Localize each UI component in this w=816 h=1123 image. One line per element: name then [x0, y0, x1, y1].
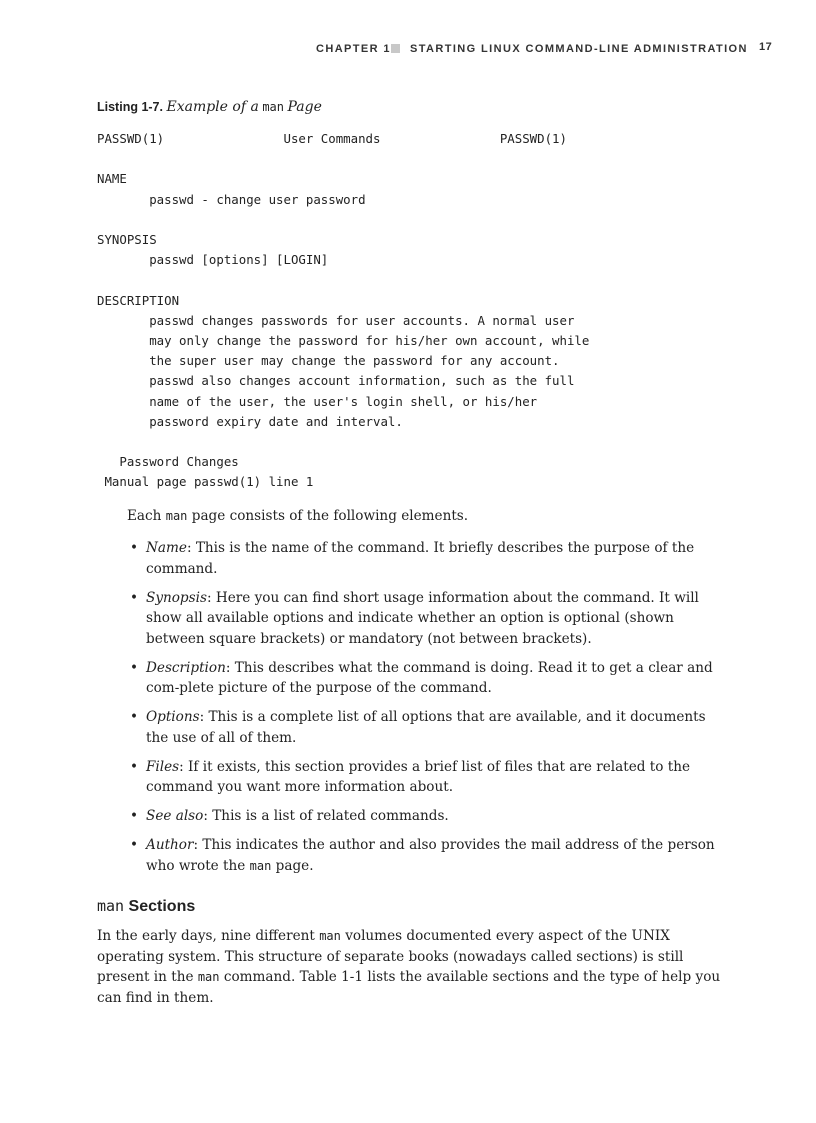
description: : This is the name of the command. It briefly describes the purpose of the command.	[146, 540, 695, 577]
section-heading	[97, 897, 195, 916]
code-line: name of the user, the user's login shell, or his/her	[97, 393, 538, 409]
description: : Here you can find short usage information about the command. It will show all available options and indicate whether an option is optional (shown between square brackets) or mandatory (not between brackets).	[146, 589, 699, 647]
bullet-icon: •	[130, 808, 139, 824]
bullet-icon: •	[130, 758, 139, 775]
code-line: passwd also changes account information, such as the full	[97, 373, 575, 389]
code-line: NAME	[97, 171, 127, 187]
listing-caption-mono: man	[262, 100, 284, 114]
description-mono: man	[249, 858, 272, 873]
code-line: passwd - change user password	[97, 191, 366, 207]
listing-caption	[97, 99, 322, 116]
running-header	[0, 43, 816, 59]
term: Name	[146, 540, 187, 556]
section-heading-text: Sections	[128, 898, 196, 915]
code-line: Password Changes	[97, 454, 239, 470]
bullet-icon: •	[130, 659, 139, 676]
description: : This describes what the command is doing. Read it to get a clear and com-plete picture of the purpose of the command.	[146, 659, 713, 696]
intro-after: page consists of the following elements.	[191, 508, 469, 524]
section-para-mono2: man	[197, 970, 220, 984]
intro-paragraph	[127, 506, 727, 527]
term: Author	[146, 837, 194, 853]
section-para-part3: command. Table 1-1 lists the available sections and the type of help you can find in them.	[97, 969, 721, 1006]
bullet-icon: •	[130, 709, 139, 725]
term: Synopsis	[146, 589, 207, 606]
chapter-title: STARTING LINUX COMMAND-LINE ADMINISTRATION	[410, 43, 748, 55]
code-line: may only change the password for his/her own account, while	[97, 333, 590, 349]
description: : This is a list of related commands.	[203, 808, 449, 824]
description: : This indicates the author and also provides the mail address of the person who wrote the	[146, 837, 715, 874]
description: : If it exists, this section provides a brief list of files that are related to the command you want more information about.	[146, 758, 690, 795]
section-para-part2: volumes documented every aspect of the UNIX operating system. This structure of separate books (nowadays called sections) is still present in the	[97, 928, 684, 985]
intro-mono: man	[165, 509, 188, 523]
bullet-icon: •	[130, 540, 139, 556]
code-line: Manual page passwd(1) line 1	[97, 474, 314, 490]
code-line: passwd changes passwords for user accounts. A normal user	[97, 312, 575, 328]
section-heading-mono: man	[97, 897, 125, 915]
listing-label: Listing 1-7.	[97, 100, 163, 114]
page-number: 17	[759, 41, 773, 53]
term: See also	[146, 808, 204, 824]
list-item	[127, 658, 727, 699]
section-paragraph	[97, 926, 727, 1008]
code-line: the super user may change the password for any account.	[97, 353, 560, 369]
description-tail: page.	[275, 857, 314, 874]
code-line: PASSWD(1) User Commands PASSWD(1)	[97, 131, 567, 146]
list-item	[127, 835, 727, 876]
section-para-mono1: man	[319, 929, 341, 943]
section-para-part1: In the early days, nine different	[97, 928, 315, 944]
list-item	[127, 588, 727, 650]
list-item	[127, 757, 727, 798]
bullet-icon: •	[130, 589, 139, 606]
list-item	[127, 806, 727, 827]
header-square-icon	[391, 44, 400, 53]
code-line: password expiry date and interval.	[97, 413, 403, 429]
element-list	[127, 538, 727, 885]
term: Description	[146, 659, 226, 676]
bullet-icon: •	[130, 837, 139, 853]
list-item	[127, 538, 727, 579]
code-listing	[97, 129, 589, 493]
term: Files	[146, 758, 180, 775]
code-line: passwd [options] [LOGIN]	[97, 252, 329, 268]
code-line: SYNOPSIS	[97, 232, 157, 248]
chapter-label: CHAPTER 1	[316, 43, 391, 55]
listing-caption-prefix: Example of a	[166, 99, 259, 115]
list-item	[127, 707, 727, 748]
intro-before: Each	[127, 508, 162, 524]
term: Options	[146, 709, 200, 725]
listing-caption-suffix: Page	[287, 99, 322, 115]
description: : This is a complete list of all options that are available, and it documents the use of all of them.	[146, 709, 706, 746]
code-line: DESCRIPTION	[97, 292, 180, 308]
